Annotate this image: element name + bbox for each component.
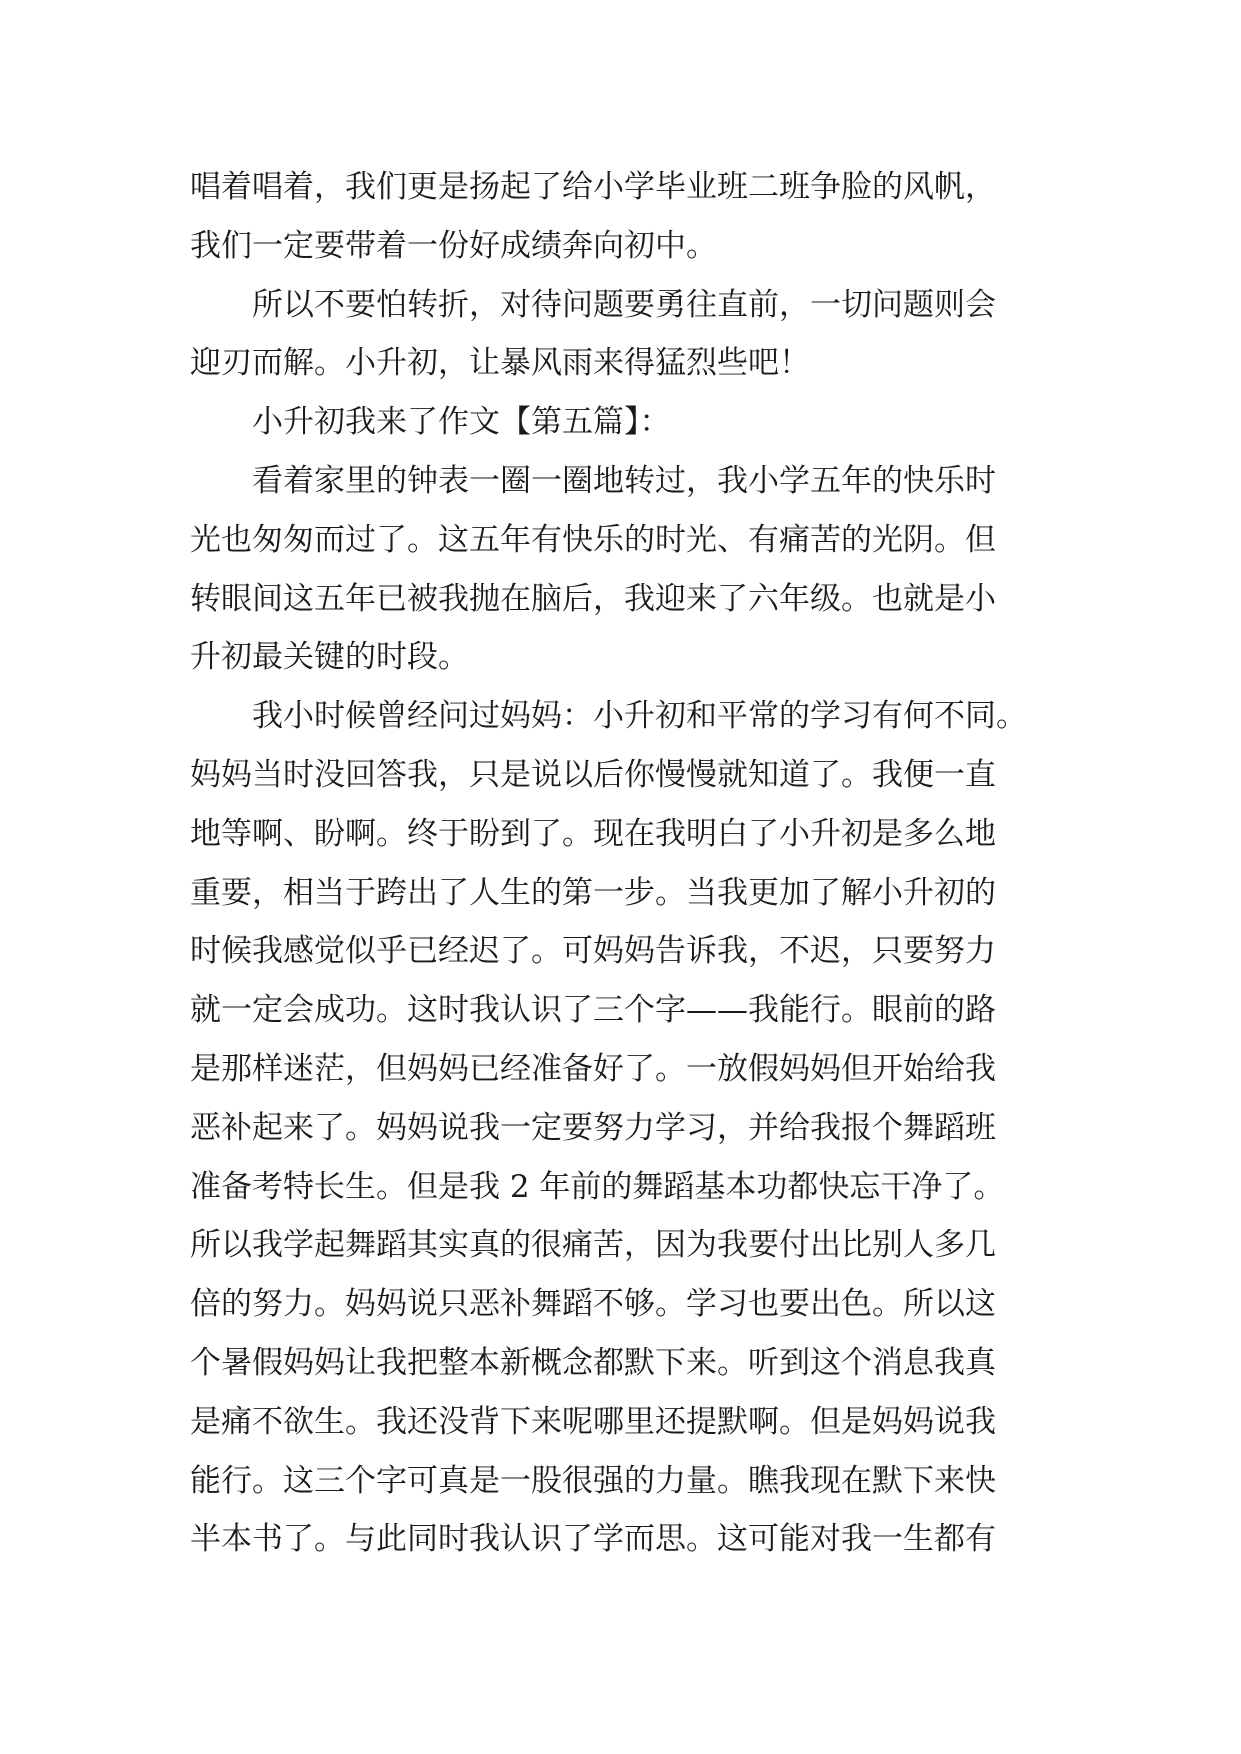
text-line: 准备考特长生。但是我 2 年前的舞蹈基本功都快忘干净了。 — [190, 1168, 1005, 1205]
text-line: 光也匆匆而过了。这五年有快乐的时光、有痛苦的光阴。但 — [190, 521, 996, 558]
text-line: 唱着唱着，我们更是扬起了给小学毕业班二班争脸的风帆， — [190, 169, 996, 205]
text-line: 小升初我来了作文【第五篇】： — [252, 404, 671, 441]
article-body — [190, 158, 1070, 1569]
text-line: 半本书了。与此同时我认识了学而思。这可能对我一生都有 — [190, 1521, 996, 1558]
text-line: 迎刃而解。小升初，让暴风雨来得猛烈些吧！ — [190, 345, 810, 382]
text-line: 所以不要怕转折，对待问题要勇往直前，一切问题则会 — [252, 286, 996, 323]
text-line: 倍的努力。妈妈说只恶补舞蹈不够。学习也要出色。所以这 — [190, 1286, 996, 1323]
text-line: 升初最关键的时段。 — [190, 639, 469, 676]
text-line: 我们一定要带着一份好成绩奔向初中。 — [190, 227, 717, 264]
text-line: 时候我感觉似乎已经迟了。可妈妈告诉我，不迟，只要努力 — [190, 933, 996, 970]
text-line: 恶补起来了。妈妈说我一定要努力学习，并给我报个舞蹈班 — [190, 1109, 996, 1146]
text-line: 看着家里的钟表一圈一圈地转过，我小学五年的快乐时 — [252, 462, 996, 499]
text-line: 是那样迷茫，但妈妈已经准备好了。一放假妈妈但开始给我 — [190, 1050, 996, 1087]
text-line: 个暑假妈妈让我把整本新概念都默下来。听到这个消息我真 — [190, 1344, 996, 1381]
text-line: 就一定会成功。这时我认识了三个字——我能行。眼前的路 — [190, 992, 996, 1029]
text-line: 地等啊、盼啊。终于盼到了。现在我明白了小升初是多么地 — [190, 815, 996, 852]
text-line: 是痛不欲生。我还没背下来呢哪里还提默啊。但是妈妈说我 — [190, 1403, 996, 1440]
text-line: 转眼间这五年已被我抛在脑后，我迎来了六年级。也就是小 — [190, 580, 996, 617]
text-line: 所以我学起舞蹈其实真的很痛苦，因为我要付出比别人多几 — [190, 1227, 996, 1264]
text-line: 妈妈当时没回答我，只是说以后你慢慢就知道了。我便一直 — [190, 756, 996, 793]
text-line: 重要，相当于跨出了人生的第一步。当我更加了解小升初的 — [190, 874, 996, 911]
text-line: 我小时候曾经问过妈妈：小升初和平常的学习有何不同。 — [252, 698, 1027, 735]
text-line: 能行。这三个字可真是一股很强的力量。瞧我现在默下来快 — [190, 1462, 996, 1499]
